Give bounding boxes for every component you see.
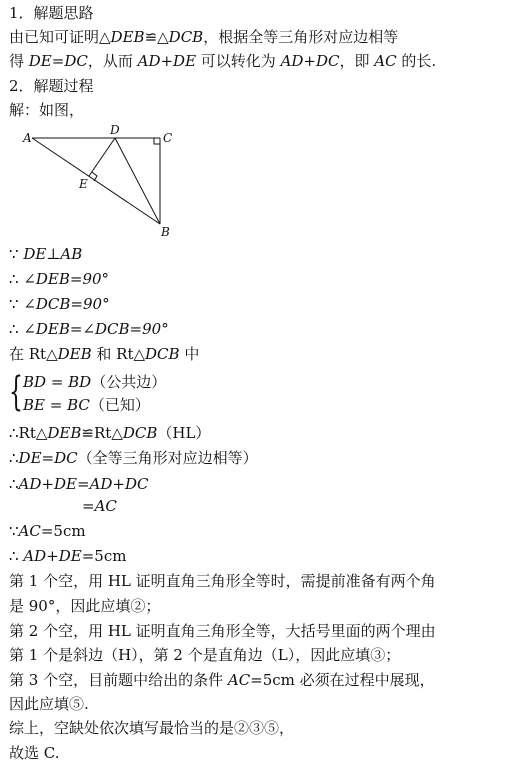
text: （HL）	[157, 424, 211, 442]
brace-system	[9, 370, 169, 416]
because-symbol: ∵	[9, 522, 19, 540]
triangle-dcb: △DCB	[157, 28, 204, 46]
math-expr: AD+DE	[23, 547, 82, 565]
label-d: D	[110, 123, 120, 137]
triangle-dcb: △DCB	[133, 345, 180, 363]
label-a: A	[23, 131, 32, 145]
therefore-symbol: ∴	[9, 449, 19, 467]
right-angle-mark-c	[154, 138, 160, 144]
triangle-deb: △DEB	[35, 424, 82, 442]
left-brace: {	[9, 369, 23, 415]
thinking-line-2	[9, 51, 436, 71]
proof-line-9	[82, 496, 117, 516]
label-c: C	[163, 131, 173, 145]
text: 和 Rt	[91, 345, 134, 363]
proof-line-7	[9, 448, 258, 468]
proof-line-1	[9, 244, 82, 264]
proof-line-4	[9, 319, 169, 339]
math-expr: AD+DE	[137, 52, 197, 70]
brace-line-1	[23, 372, 166, 392]
because-symbol: ∵	[9, 245, 24, 263]
text: Rt	[94, 424, 112, 442]
thinking-line-1	[9, 27, 398, 47]
text: 在 Rt	[9, 345, 47, 363]
text: ，从而	[87, 52, 138, 70]
text: 中	[179, 345, 200, 363]
text: （公共边）	[91, 373, 167, 391]
math-expr: AC	[227, 671, 251, 689]
text: （全等三角形对应边相等）	[77, 449, 258, 467]
therefore-symbol: ∴	[9, 547, 24, 565]
segment-db	[115, 138, 160, 224]
proof-line-11	[9, 546, 126, 566]
solution-intro: 解：如图，	[9, 101, 85, 119]
text: 的长.	[396, 52, 437, 70]
heading-thinking: 1．解题思路	[9, 4, 94, 22]
math-expr: BE = BC	[23, 396, 90, 414]
triangle-deb: △DEB	[99, 28, 145, 46]
segment-ab	[32, 138, 160, 224]
math-expr: =AC	[82, 497, 117, 515]
label-e: E	[79, 177, 88, 191]
proof-line-8	[9, 474, 148, 494]
heading-process: 2．解题过程	[9, 77, 94, 95]
right-angle-mark-e	[92, 172, 97, 181]
therefore-symbol: ∴	[9, 475, 19, 493]
text: ∴Rt	[9, 424, 36, 442]
analysis-line-5	[9, 670, 435, 690]
therefore-symbol: ∴	[9, 270, 24, 288]
math-expr: ∠DEB=∠DCB=90°	[23, 320, 169, 338]
triangle-dcb: △DCB	[111, 424, 158, 442]
math-expr: ∠DCB=90°	[23, 295, 110, 313]
text: 由已知可证明	[9, 28, 100, 46]
analysis-line-2: 是 90°，因此应填②；	[9, 597, 161, 615]
triangle-deb: △DEB	[46, 345, 92, 363]
math-expr: AD+DC	[280, 52, 340, 70]
math-expr: AD+DE=AD+DC	[18, 475, 149, 493]
brace-line-2	[23, 395, 150, 415]
congruent-symbol: ≌	[144, 28, 158, 46]
text: 可以转化为	[196, 52, 281, 70]
analysis-line-4: 第 1 个是斜边（H），第 2 个是直角边（L），因此应填③；	[9, 646, 401, 664]
text: =5cm	[81, 547, 127, 565]
proof-line-10	[9, 521, 86, 541]
text: ，即	[339, 52, 375, 70]
math-expr: DE=DC	[28, 52, 88, 70]
text: ，根据全等三角形对应边相等	[203, 28, 399, 46]
proof-line-2	[9, 269, 109, 289]
congruent-symbol: ≌	[81, 424, 94, 442]
math-expr: DE=DC	[18, 449, 78, 467]
analysis-line-7: 综上，空缺处依次填写最恰当的是②③⑤，	[9, 719, 295, 737]
proof-line-5	[9, 344, 199, 364]
text: （已知）	[89, 396, 150, 414]
therefore-symbol: ∴	[9, 320, 24, 338]
proof-line-6	[9, 423, 210, 443]
text: 得	[9, 52, 29, 70]
math-expr: ∠DEB=90°	[23, 270, 110, 288]
math-expr: AC	[374, 52, 397, 70]
segment-de	[89, 138, 115, 176]
math-expr: AC	[18, 522, 41, 540]
math-expr: DE⊥AB	[23, 245, 83, 263]
math-expr: BD = BD	[23, 373, 92, 391]
proof-line-3	[9, 294, 110, 314]
analysis-line-8: 故选 C.	[9, 744, 60, 762]
because-symbol: ∵	[9, 295, 24, 313]
label-b: B	[161, 225, 170, 239]
text: =5cm 必须在过程中展现，	[250, 671, 435, 689]
analysis-line-1: 第 1 个空，用 HL 证明直角三角形全等时，需提前准备有两个角	[9, 572, 436, 590]
geometry-figure	[20, 121, 190, 241]
text: 第 3 个空，目前题中给出的条件	[9, 671, 228, 689]
analysis-line-3: 第 2 个空，用 HL 证明直角三角形全等，大括号里面的两个理由	[9, 622, 436, 640]
analysis-line-6: 因此应填⑤.	[9, 695, 89, 713]
text: =5cm	[40, 522, 86, 540]
